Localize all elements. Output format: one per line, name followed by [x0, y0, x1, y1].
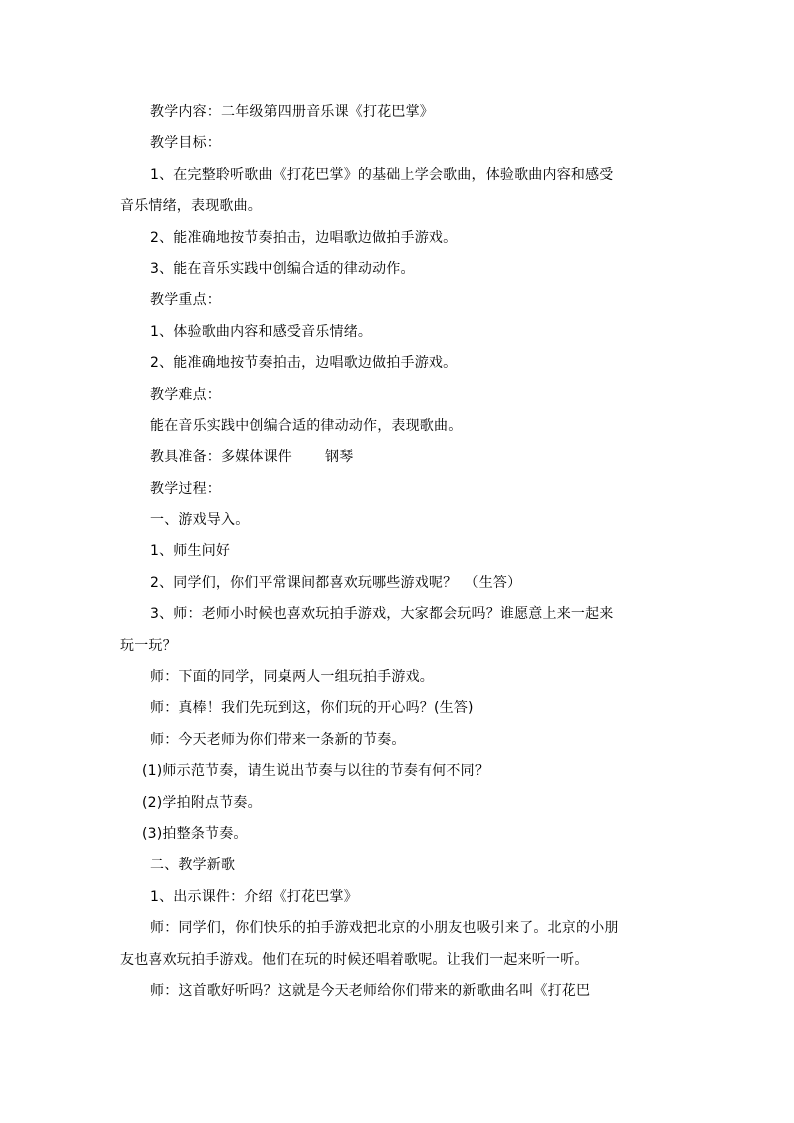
text-line: 3、能在音乐实践中创编合适的律动动作。 [150, 260, 415, 277]
text-line: 师：下面的同学，同桌两人一组玩拍手游戏。 [150, 669, 434, 686]
lesson-plan-body [120, 97, 680, 1007]
text-line: 师：这首歌好听吗？这就是今天老师给你们带来的新歌曲名叫《打花巴 [150, 982, 591, 999]
text-line: 能在音乐实践中创编合适的律动动作，表现歌曲。 [150, 417, 463, 434]
text-line: 1、体验歌曲内容和感受音乐情绪。 [150, 323, 373, 340]
text-line: 玩一玩？ [120, 637, 177, 654]
text-line: 教具准备：多媒体课件 钢琴 [150, 449, 354, 466]
text-line: 1、出示课件：介绍《打花巴掌》 [150, 888, 358, 905]
text-line: (1)师示范节奏，请生说出节奏与以往的节奏有何不同？ [142, 763, 490, 780]
text-line: 二、教学新歌 [150, 857, 236, 874]
text-line: 教学难点： [150, 386, 221, 403]
text-line: (2)学拍附点节奏。 [142, 794, 262, 811]
text-line: (3)拍整条节奏。 [142, 825, 248, 842]
text-line: 2、能准确地按节奏拍击，边唱歌边做拍手游戏。 [150, 355, 458, 372]
text-line: 3、师：老师小时候也喜欢玩拍手游戏，大家都会玩吗？谁愿意上来一起来 [150, 606, 614, 623]
text-line: 教学内容：二年级第四册音乐课《打花巴掌》 [150, 104, 434, 120]
text-line: 师：今天老师为你们带来一条新的节奏。 [150, 731, 406, 748]
text-line: 师：真棒！我们先玩到这，你们玩的开心吗？(生答) [150, 700, 474, 717]
text-line: 教学目标： [150, 135, 221, 152]
text-line: 1、师生问好 [150, 543, 231, 560]
text-line: 师：同学们，你们快乐的拍手游戏把北京的小朋友也吸引来了。北京的小朋 [150, 920, 619, 937]
text-line: 教学过程： [150, 480, 221, 497]
text-line: 一、游戏导入。 [150, 512, 250, 529]
text-line: 教学重点： [150, 292, 221, 309]
text-line: 友也喜欢玩拍手游戏。他们在玩的时候还唱着歌呢。让我们一起来听一听。 [120, 951, 589, 968]
text-line: 1、在完整聆听歌曲《打花巴掌》的基础上学会歌曲，体验歌曲内容和感受 [150, 166, 614, 183]
text-line: 2、同学们，你们平常课间都喜欢玩哪些游戏呢？ （生答） [150, 574, 522, 591]
text-line: 音乐情绪，表现歌曲。 [120, 198, 262, 215]
text-line: 2、能准确地按节奏拍击，边唱歌边做拍手游戏。 [150, 229, 458, 246]
